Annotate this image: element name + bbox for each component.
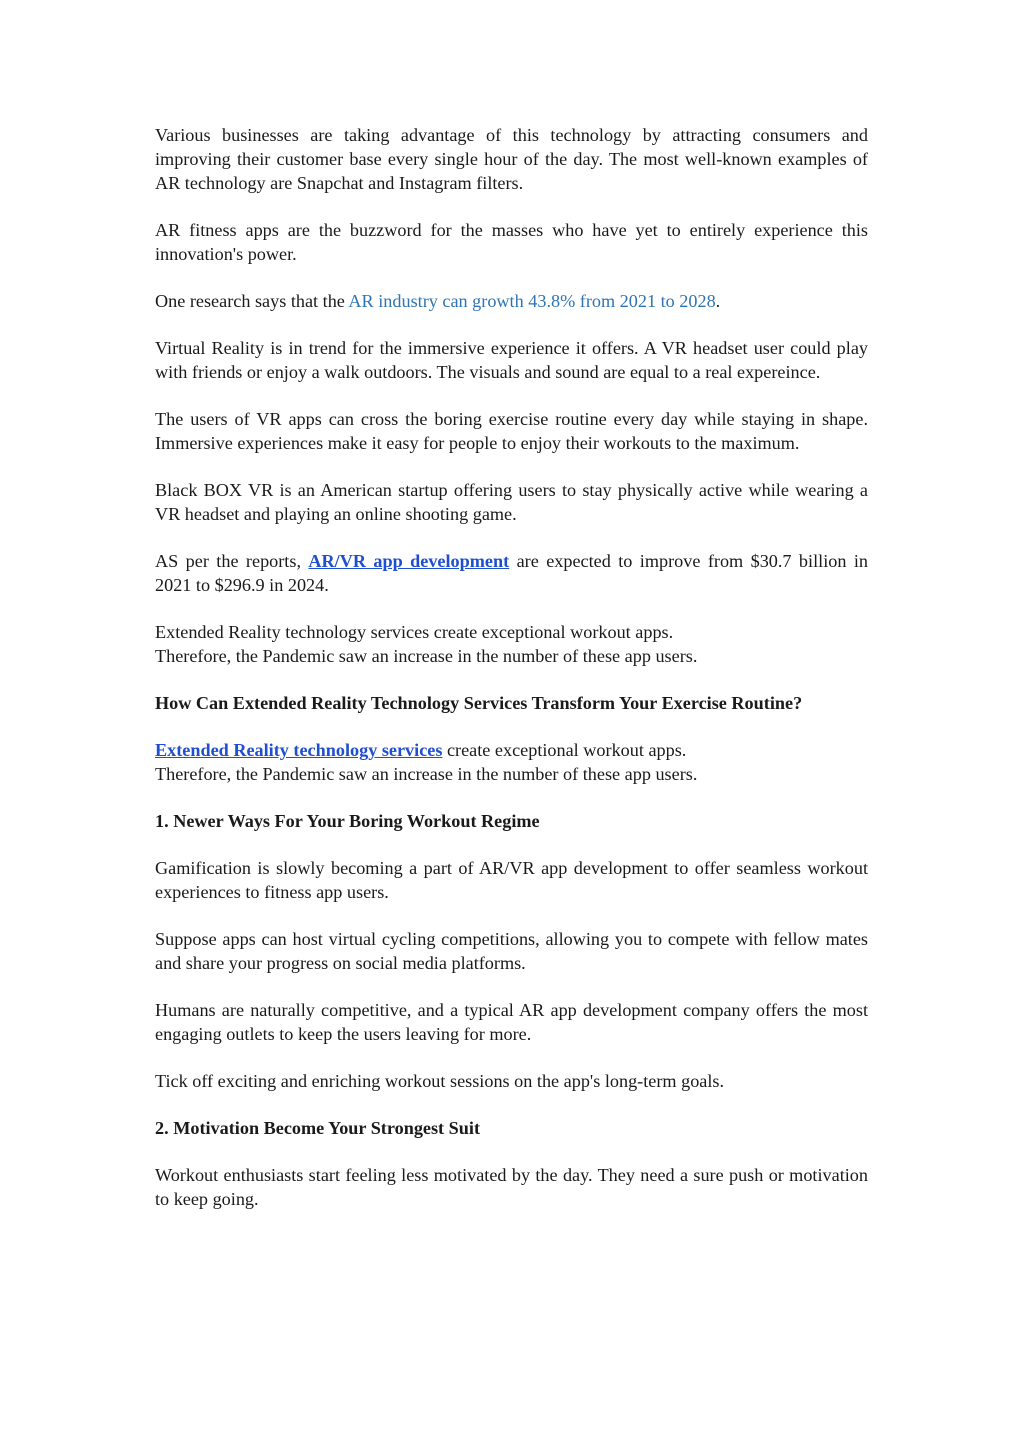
text-segment: One research says that the [155, 291, 349, 311]
paragraph-virtual-reality: Virtual Reality is in trend for the immersive experience it offers. A VR headset user could play with friends or enjoy a walk outdoors. The visuals and sound are equal to a real expereince. [155, 338, 868, 382]
paragraph-extended-reality-services [155, 620, 868, 668]
paragraph-tick-off: Tick off exciting and enriching workout sessions on the app's long-term goals. [155, 1071, 725, 1091]
paragraph-ar-businesses: Various businesses are taking advantage of this technology by attracting consumers and improving their customer base every single hour of the day. The most well-known examples of AR technology are Snapchat and Instagram filters. [155, 125, 868, 193]
ar-vr-app-development-link[interactable]: AR/VR app development [308, 551, 510, 571]
paragraph-gamification: Gamification is slowly becoming a part of AR/VR app development to offer seamless workout experiences to fitness app users. [155, 858, 868, 902]
extended-reality-services-link[interactable]: Extended Reality technology services [155, 740, 443, 760]
paragraph-xr-services [155, 738, 868, 786]
text-segment: AS per the reports, [155, 551, 309, 571]
paragraph-ar-fitness-apps: AR fitness apps are the buzzword for the masses who have yet to entirely experience this innovation's power. [155, 220, 868, 264]
paragraph-workout-enthusiasts: Workout enthusiasts start feeling less motivated by the day. They need a sure push or motivation to keep going. [155, 1165, 868, 1209]
paragraph-reports [155, 549, 868, 597]
paragraph-competitive: Humans are naturally competitive, and a typical AR app development company offers the most engaging outlets to keep the users leaving for more. [155, 1000, 868, 1044]
text-segment: are expected to improve from $30.7 billion in 2021 to $296.9 in 2024. [155, 551, 868, 595]
text-segment: . [715, 291, 721, 311]
text-segment: create exceptional workout apps. [442, 740, 687, 760]
text-line: Extended Reality technology services create exceptional workout apps. [155, 622, 674, 642]
heading-transform-exercise: How Can Extended Reality Technology Services Transform Your Exercise Routine? [155, 693, 803, 713]
text-segment [155, 740, 686, 760]
heading-newer-ways: 1. Newer Ways For Your Boring Workout Regime [155, 811, 540, 831]
text-line: Therefore, the Pandemic saw an increase in the number of these app users. [155, 646, 698, 666]
heading-motivation: 2. Motivation Become Your Strongest Suit [155, 1118, 481, 1138]
ar-industry-growth-link[interactable]: AR industry can growth 43.8% from 2021 to 2028 [348, 291, 716, 311]
text-line: Therefore, the Pandemic saw an increase in the number of these app users. [155, 764, 698, 784]
paragraph-ar-research [155, 289, 868, 313]
paragraph-black-box-vr: Black BOX VR is an American startup offering users to stay physically active while wearing a VR headset and playing an online shooting game. [155, 480, 868, 524]
document-page [155, 123, 868, 1234]
paragraph-vr-users: The users of VR apps can cross the boring exercise routine every day while staying in shape. Immersive experiences make it easy for people to enjoy their workouts to the maximum. [155, 409, 868, 453]
paragraph-virtual-cycling: Suppose apps can host virtual cycling competitions, allowing you to compete with fellow mates and share your progress on social media platforms. [155, 929, 868, 973]
